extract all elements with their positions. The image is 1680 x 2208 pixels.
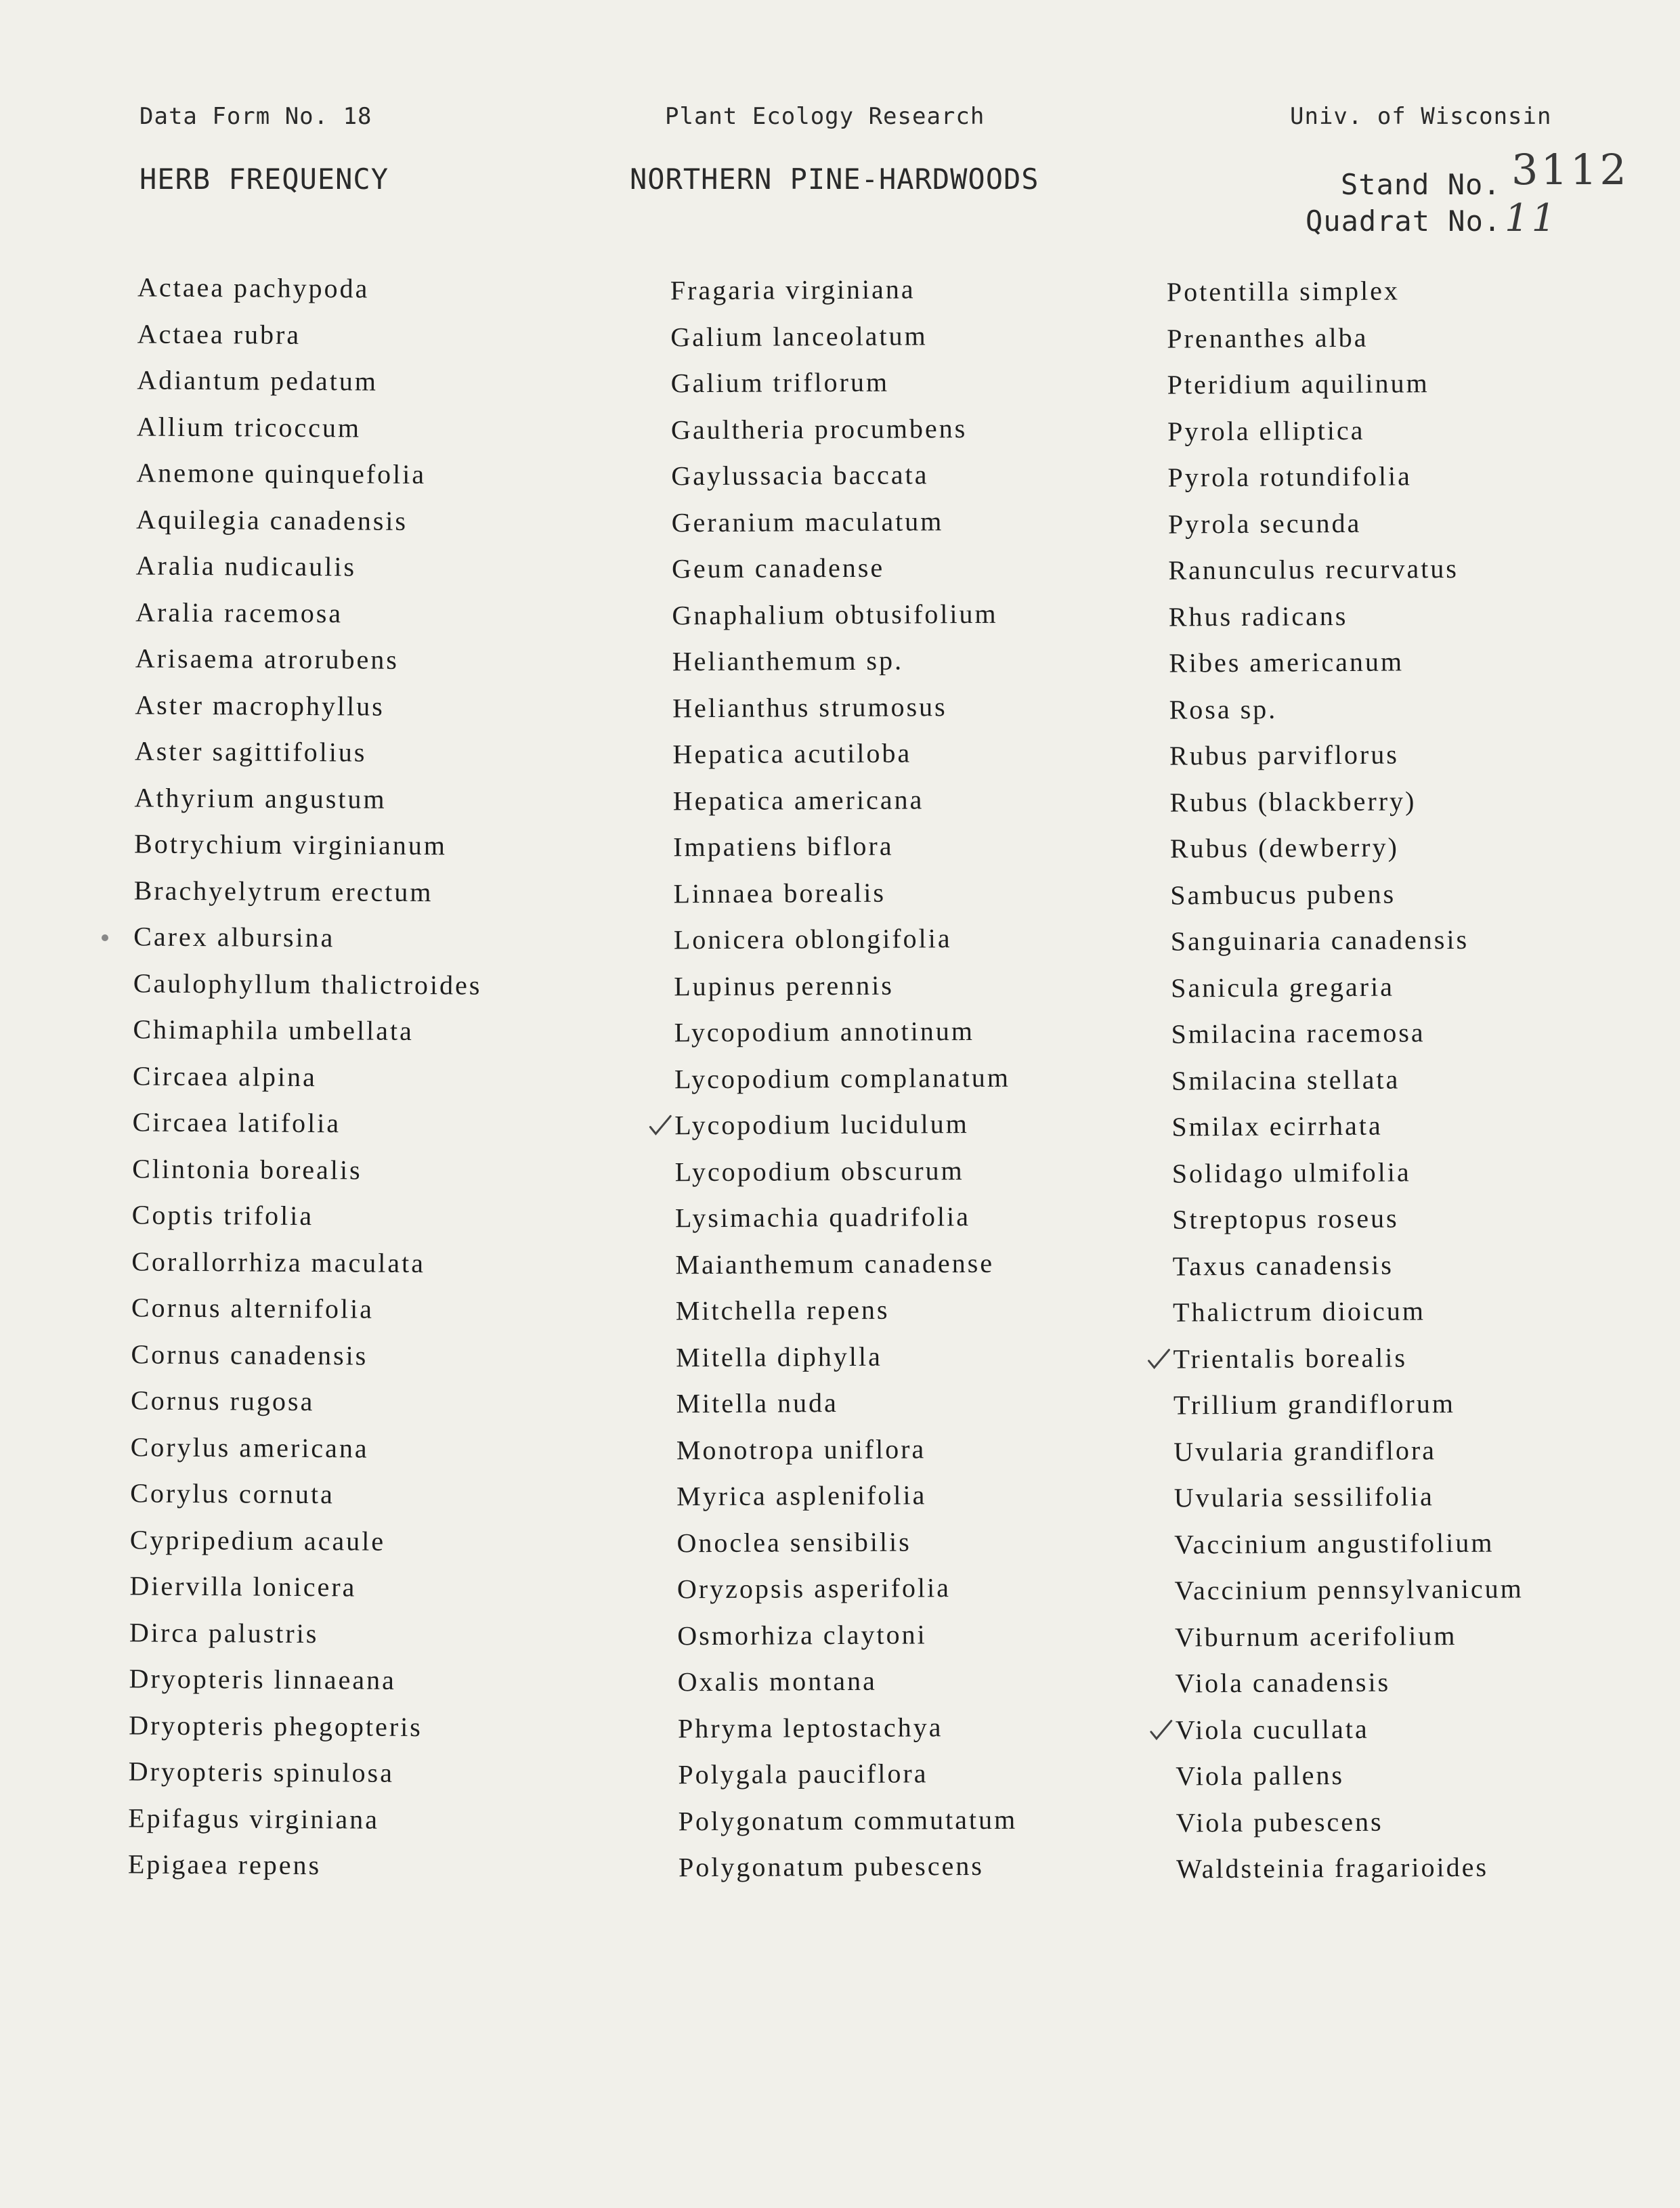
species-item: Aster macrophyllus [135, 689, 385, 722]
species-item: Hepatica americana [672, 783, 924, 816]
species-item: Solidago ulmifolia [1171, 1156, 1411, 1189]
species-item: Smilacina stellata [1171, 1064, 1400, 1096]
species-item: Aquilegia canadensis [135, 503, 408, 536]
form-title: HERB FREQUENCY [139, 163, 389, 196]
org-name: Plant Ecology Research [665, 103, 985, 130]
species-item: Circaea latifolia [132, 1106, 341, 1139]
species-item: Corallorrhiza maculata [131, 1245, 426, 1278]
species-item: Onoclea sensibilis [676, 1525, 911, 1558]
species-item: Polygonatum commutatum [678, 1804, 1018, 1836]
species-item: Sanicula gregaria [1171, 971, 1395, 1003]
species-column-1 [128, 264, 486, 1890]
species-item: Impatiens biflora [673, 830, 894, 863]
species-item: Waldsteinia fragarioides [1176, 1851, 1489, 1884]
species-item: Actaea pachypoda [137, 272, 370, 304]
species-item: Potentilla simplex [1166, 275, 1400, 307]
species-item: Mitchella repens [675, 1294, 890, 1326]
species-item: Geum canadense [671, 552, 885, 584]
species-item: Smilacina racemosa [1171, 1017, 1425, 1049]
species-item: Polygonatum pubescens [678, 1850, 984, 1883]
species-item: Thalictrum dioicum [1172, 1295, 1426, 1328]
species-item: Prenanthes alba [1167, 322, 1369, 354]
species-item: Uvularia grandiflora [1173, 1434, 1437, 1467]
species-item: Streptopus roseus [1172, 1203, 1399, 1235]
species-item: Caulophyllum thalictroides [133, 967, 482, 1001]
species-item: Dryopteris linnaeana [129, 1663, 397, 1695]
species-item: Rubus (blackberry) [1169, 785, 1417, 818]
species-item: Geranium maculatum [671, 505, 944, 538]
species-item: Dryopteris phegopteris [129, 1709, 423, 1742]
species-item: Sambucus pubens [1170, 878, 1396, 911]
species-item: Pyrola elliptica [1167, 414, 1365, 447]
community-title: NORTHERN PINE-HARDWOODS [630, 163, 1039, 196]
quadrat-label: Quadrat No. [1306, 204, 1502, 238]
species-item: Vaccinium angustifolium [1174, 1527, 1494, 1560]
species-item: Dirca palustris [129, 1616, 319, 1649]
species-item: Viola cucullata [1176, 1705, 1525, 1754]
species-item: Cornus alternifolia [131, 1292, 374, 1324]
species-item: Smilax ecirrhata [1171, 1110, 1383, 1142]
species-item: Chimaphila umbellata [133, 1014, 414, 1046]
species-item: Myrica asplenifolia [676, 1479, 927, 1512]
species-item: Rosa sp. [1169, 693, 1278, 725]
species-item: Cornus canadensis [131, 1338, 368, 1371]
species-item: Lupinus perennis [674, 970, 895, 1001]
species-item: Vaccinium pennsylvanicum [1174, 1573, 1524, 1606]
species-item: Coptis trifolia [131, 1199, 314, 1232]
species-item: Rubus parviflorus [1169, 739, 1399, 771]
species-item: Corylus americana [130, 1431, 369, 1464]
checkmark-icon [1147, 1716, 1174, 1744]
species-item: Sanguinaria canadensis [1170, 924, 1469, 957]
species-item: Pyrola rotundifolia [1167, 460, 1412, 493]
species-item: Polygala pauciflora [678, 1758, 928, 1790]
species-item: Pyrola secunda [1167, 507, 1362, 540]
species-item: Maianthemum canadense [675, 1247, 995, 1280]
species-item: Monotropa uniflora [676, 1433, 926, 1465]
species-item: Aralia nudicaulis [135, 550, 357, 582]
species-item: Epifagus virginiana [128, 1802, 380, 1835]
species-item: Pteridium aquilinum [1167, 368, 1429, 400]
species-item: Cornus rugosa [130, 1385, 315, 1417]
species-item: Aster sagittifolius [134, 735, 367, 768]
species-item: Arisaema atrorubens [135, 643, 399, 675]
species-item: Viola pubescens [1176, 1806, 1383, 1838]
species-item: Lycopodium complanatum [674, 1062, 1011, 1094]
species-item: Viburnum acerifolium [1174, 1620, 1457, 1653]
species-item: Lycopodium obscurum [674, 1154, 964, 1187]
species-item: Gaylussacia baccata [671, 459, 929, 492]
checkmark-icon [1144, 1345, 1171, 1372]
species-item: Ranunculus recurvatus [1168, 553, 1459, 586]
species-item: Helianthemum sp. [672, 645, 904, 677]
stand-label: Stand No. [1341, 168, 1501, 201]
species-item: Epigaea repens [127, 1848, 322, 1881]
species-column-2 [670, 266, 1018, 1891]
species-item: Hepatica acutiloba [672, 737, 912, 770]
species-item: Ribes americanum [1169, 646, 1404, 678]
species-item: Lysimachia quadrifolia [674, 1201, 971, 1234]
species-item: Taxus canadensis [1172, 1249, 1394, 1282]
species-item: Uvularia sessilifolia [1173, 1481, 1434, 1513]
checkmark-icon [646, 1112, 673, 1139]
species-item: Dryopteris spinulosa [128, 1756, 395, 1788]
species-item: Athyrium angustum [134, 781, 387, 815]
species-item: Botrychium virginianum [133, 828, 448, 861]
university-name: Univ. of Wisconsin [1290, 103, 1552, 130]
species-item: Helianthus strumosus [672, 691, 947, 723]
species-item: Lycopodium annotinum [674, 1015, 975, 1048]
species-item: Osmorhiza claytoni [677, 1618, 927, 1651]
quadrat-number-handwritten: 11 [1505, 196, 1559, 240]
species-item: Allium tricoccum [136, 410, 362, 443]
species-item: Gaultheria procumbens [670, 412, 968, 445]
species-item: Fragaria virginiana [670, 274, 916, 306]
stand-number-handwritten: 3112 [1511, 145, 1629, 194]
species-item: Diervilla lonicera [129, 1570, 357, 1603]
species-item: Actaea rubra [137, 318, 301, 350]
species-item: Anemone quinquefolia [136, 457, 427, 490]
species-item: Galium triflorum [670, 366, 890, 399]
species-column-3 [1167, 267, 1526, 1892]
species-item: Galium lanceolatum [670, 320, 928, 352]
species-item: Linnaea borealis [673, 877, 886, 909]
species-item: Rubus (dewberry) [1169, 831, 1399, 864]
species-item: Trientalis borealis [1173, 1334, 1522, 1383]
species-item: Circaea alpina [132, 1060, 318, 1092]
species-item: Lycopodium lucidulum [674, 1101, 1014, 1149]
species-item: Clintonia borealis [132, 1152, 362, 1185]
species-item: Viola canadensis [1175, 1666, 1391, 1699]
species-item: Aralia racemosa [135, 596, 343, 628]
species-item: Phryma leptostachya [677, 1711, 943, 1744]
species-item: Adiantum pedatum [137, 364, 379, 397]
form-number: Data Form No. 18 [139, 103, 372, 130]
species-item: Mitella diphylla [676, 1341, 882, 1372]
species-item: Lonicera oblongifolia [673, 923, 952, 955]
species-item: Rhus radicans [1168, 600, 1348, 632]
species-item: Carex albursina [133, 921, 335, 953]
species-item: Cypripedium acaule [129, 1523, 386, 1557]
species-item: Oxalis montana [677, 1665, 877, 1697]
species-item: Trillium grandiflorum [1173, 1388, 1456, 1421]
species-item: Corylus cornuta [130, 1477, 335, 1510]
species-item: Gnaphalium obtusifolium [672, 598, 998, 630]
paper-mark [102, 934, 108, 941]
species-item: Brachyelytrum erectum [133, 874, 433, 907]
species-item: Oryzopsis asperifolia [676, 1572, 951, 1605]
species-item: Mitella nuda [676, 1387, 838, 1419]
species-item: Viola pallens [1176, 1760, 1345, 1792]
